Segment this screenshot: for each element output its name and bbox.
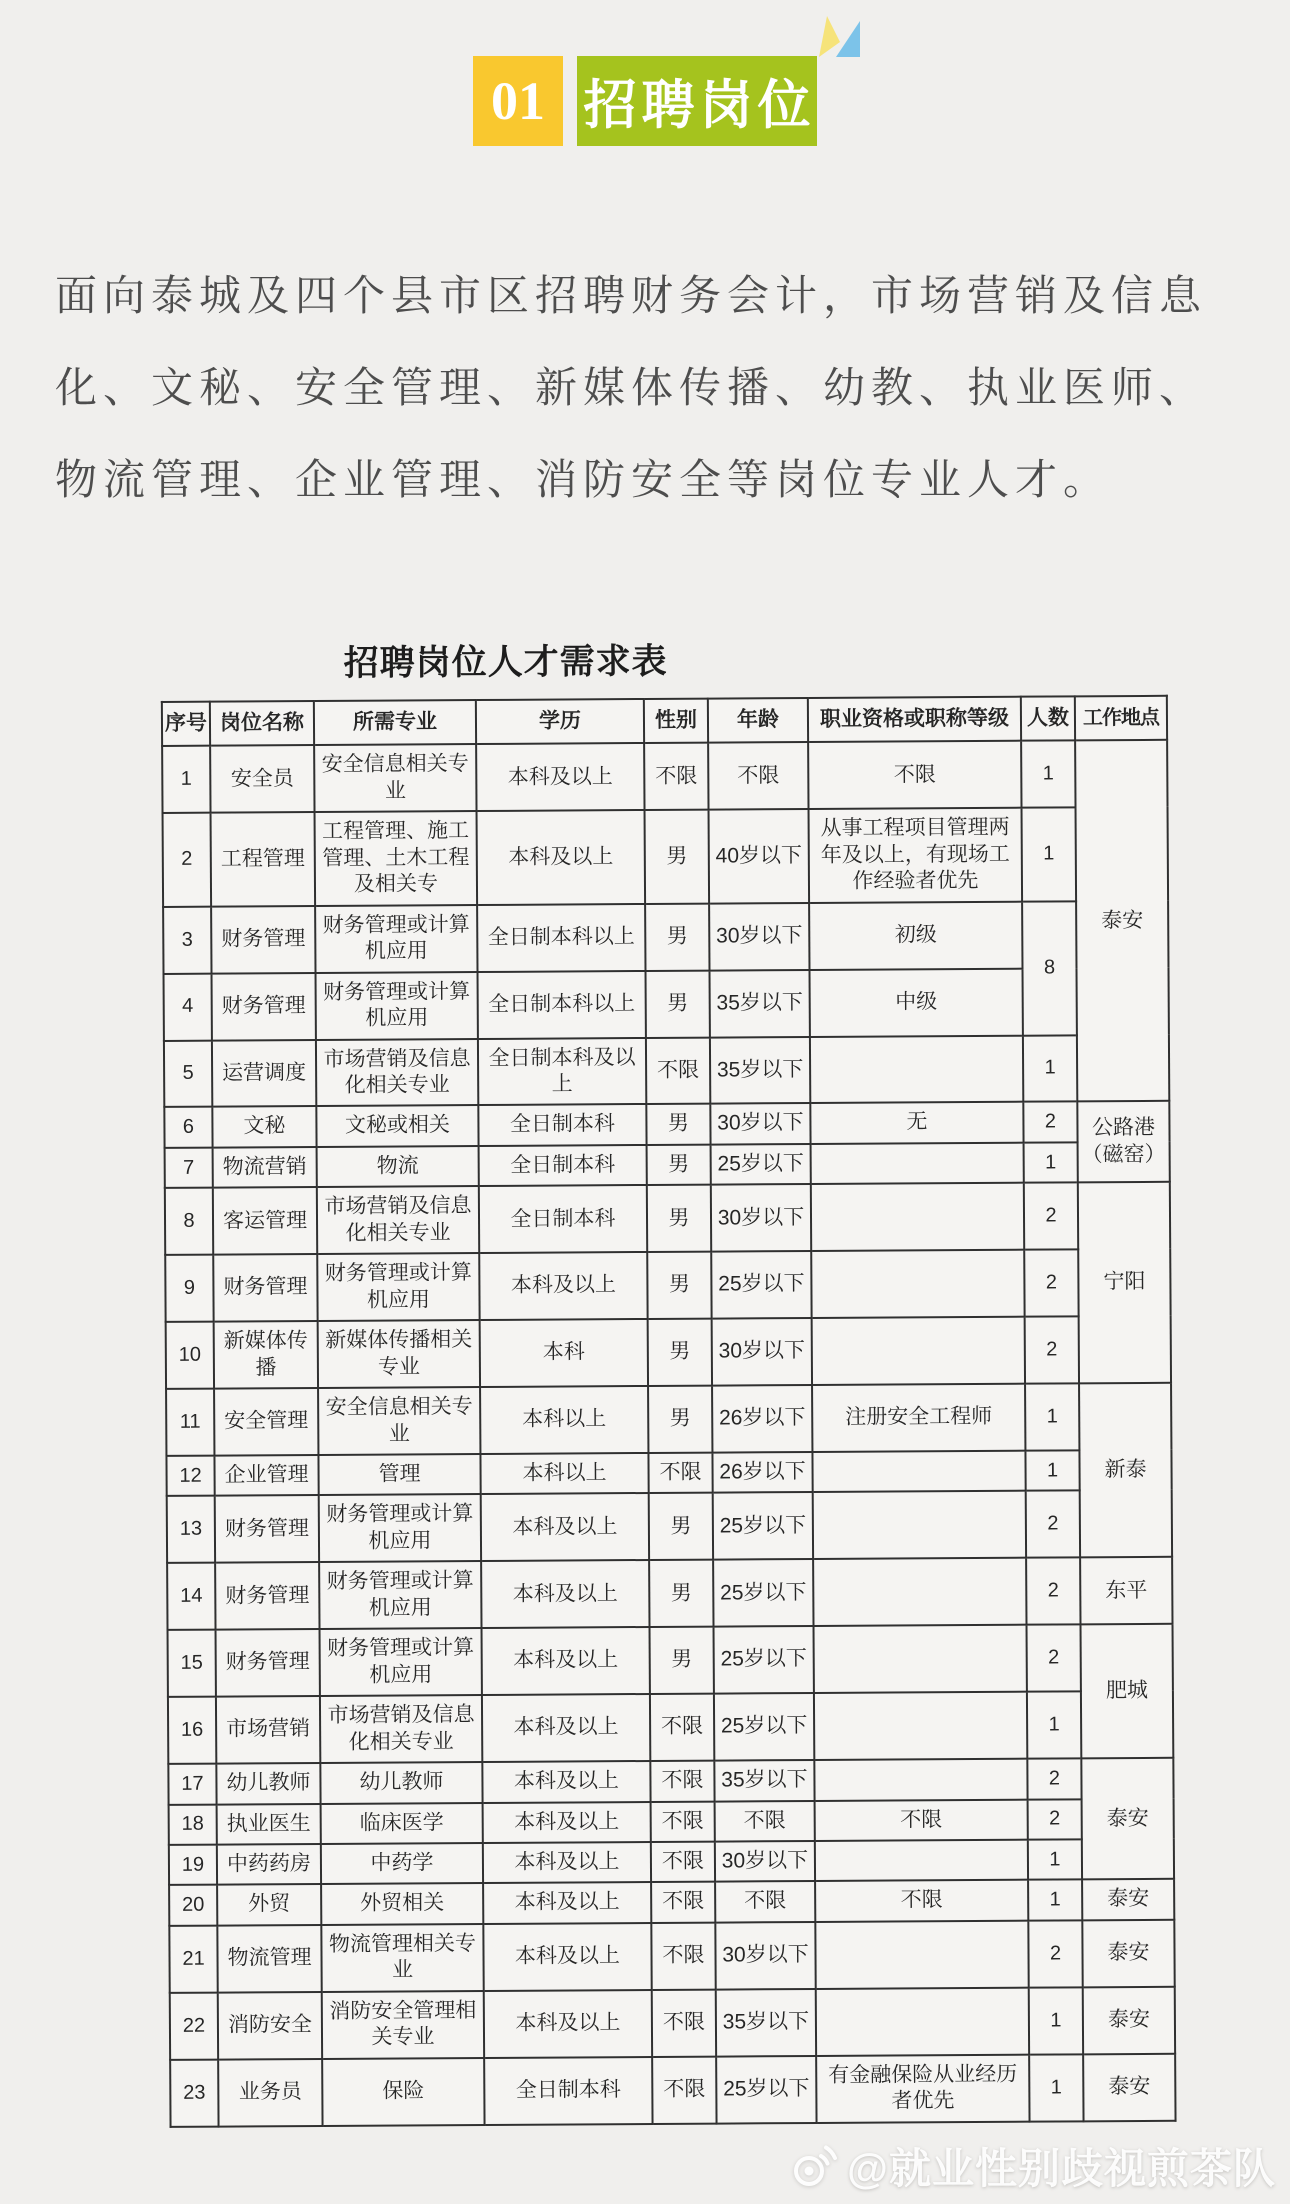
cell-position: 幼儿教师 xyxy=(216,1763,320,1804)
cell-count: 1 xyxy=(1021,741,1075,808)
cell-major: 物流 xyxy=(317,1146,479,1187)
cell-education: 本科及以上 xyxy=(483,1842,651,1883)
cell-index: 1 xyxy=(162,746,210,813)
cell-qualification: 不限 xyxy=(815,1799,1028,1841)
cell-gender: 男 xyxy=(647,1252,711,1319)
cell-education: 本科及以上 xyxy=(483,1923,651,1991)
section-title-badge xyxy=(577,56,817,146)
cell-age: 25岁以下 xyxy=(713,1492,813,1560)
cell-count: 1 xyxy=(1024,1142,1078,1183)
cell-position: 中药药房 xyxy=(217,1844,321,1885)
cell-count: 1 xyxy=(1023,1035,1077,1102)
cell-qualification xyxy=(816,1987,1029,2055)
cell-count: 2 xyxy=(1026,1558,1080,1625)
cell-gender: 不限 xyxy=(651,1801,715,1842)
cell-index: 7 xyxy=(165,1148,213,1189)
table-row xyxy=(168,1758,1173,1805)
cell-age: 25岁以下 xyxy=(714,1693,814,1761)
intro-line: 物流管理、企业管理、消防安全等岗位专业人才。 xyxy=(55,456,1112,503)
cell-position: 财务管理 xyxy=(215,1495,319,1563)
cell-position: 财务管理 xyxy=(216,1629,320,1697)
table-row xyxy=(170,1987,1175,2060)
cell-position: 财务管理 xyxy=(215,1562,319,1630)
cell-count: 1 xyxy=(1029,1987,1083,2054)
cell-qualification xyxy=(814,1625,1027,1693)
cell-age: 30岁以下 xyxy=(711,1184,811,1252)
col-header-location: 工作地点 xyxy=(1075,696,1167,741)
cell-count: 2 xyxy=(1028,1920,1082,1987)
cell-location: 泰安 xyxy=(1081,1758,1174,1880)
cell-count: 1 xyxy=(1028,1839,1082,1880)
cell-education: 本科 xyxy=(480,1319,648,1387)
cell-education: 本科及以上 xyxy=(482,1694,650,1762)
cell-index: 6 xyxy=(164,1107,212,1148)
cell-gender: 不限 xyxy=(650,1694,714,1761)
table-row xyxy=(168,1624,1173,1697)
cell-age: 26岁以下 xyxy=(712,1385,812,1453)
table-row xyxy=(169,1798,1174,1845)
cell-age: 35岁以下 xyxy=(710,1037,810,1105)
cell-education: 本科及以上 xyxy=(476,743,644,811)
cell-index: 3 xyxy=(163,906,211,973)
cell-location: 泰安 xyxy=(1082,1920,1174,1987)
cell-major: 文秘或相关 xyxy=(316,1105,478,1146)
cell-location: 东平 xyxy=(1080,1557,1172,1624)
cell-count: 1 xyxy=(1029,2054,1083,2121)
cell-age: 25岁以下 xyxy=(711,1251,811,1319)
cell-count: 2 xyxy=(1024,1183,1078,1250)
cell-gender: 不限 xyxy=(651,1842,715,1883)
cell-education: 本科及以上 xyxy=(483,1882,651,1923)
cell-gender: 男 xyxy=(646,1104,710,1145)
cell-gender: 男 xyxy=(649,1493,713,1560)
cell-gender: 不限 xyxy=(646,1037,710,1104)
cell-position: 客运管理 xyxy=(213,1187,317,1255)
cell-major: 幼儿教师 xyxy=(320,1762,482,1803)
cell-location: 宁阳 xyxy=(1078,1182,1171,1383)
cell-position: 消防安全 xyxy=(218,1992,322,2060)
col-header-index: 序号 xyxy=(162,702,210,747)
cell-count: 1 xyxy=(1028,1880,1082,1921)
cell-qualification xyxy=(815,1840,1028,1882)
cell-gender: 不限 xyxy=(652,2056,716,2123)
cell-age: 30岁以下 xyxy=(710,1103,810,1144)
cell-count: 8 xyxy=(1022,901,1077,1035)
cell-qualification xyxy=(814,1759,1027,1801)
table-row xyxy=(165,1182,1170,1255)
cell-index: 9 xyxy=(165,1255,213,1322)
table-row xyxy=(164,1034,1169,1107)
cell-qualification: 初级 xyxy=(809,901,1022,969)
cell-qualification xyxy=(810,1035,1023,1103)
cell-age: 35岁以下 xyxy=(716,1989,816,2057)
cell-major: 财务管理或计算机应用 xyxy=(319,1494,481,1562)
cell-location: 新泰 xyxy=(1079,1383,1172,1558)
cell-age: 30岁以下 xyxy=(715,1841,815,1882)
cell-gender: 男 xyxy=(645,810,710,904)
cell-age: 35岁以下 xyxy=(714,1760,814,1801)
cell-index: 17 xyxy=(168,1764,216,1805)
cell-index: 16 xyxy=(168,1697,216,1764)
cell-index: 15 xyxy=(168,1630,216,1697)
table-row xyxy=(162,740,1167,813)
intro-line: 面向泰城及四个县市区招聘财务会计，市场营销及信息 xyxy=(55,272,1208,319)
cell-qualification xyxy=(812,1317,1025,1385)
cell-gender: 男 xyxy=(649,1560,713,1627)
table-row xyxy=(164,967,1169,1040)
section-number-badge: 01 xyxy=(473,56,563,146)
col-header-education: 学历 xyxy=(476,699,644,744)
cell-education: 全日制本科 xyxy=(479,1145,647,1186)
cell-gender: 男 xyxy=(646,970,710,1037)
cell-count: 2 xyxy=(1027,1625,1081,1692)
cell-gender: 不限 xyxy=(651,1922,715,1989)
table-row xyxy=(165,1142,1170,1189)
cell-index: 2 xyxy=(163,813,212,907)
cell-qualification xyxy=(812,1451,1025,1493)
cell-major: 市场营销及信息化相关专业 xyxy=(320,1695,482,1763)
table-row xyxy=(169,1879,1174,1926)
cell-gender: 不限 xyxy=(648,1453,712,1494)
cell-education: 本科及以上 xyxy=(481,1493,649,1561)
cell-qualification xyxy=(815,1921,1028,1989)
cell-major: 物流管理相关专业 xyxy=(321,1924,483,1992)
cell-qualification xyxy=(813,1491,1026,1559)
cell-qualification: 无 xyxy=(810,1102,1023,1144)
cell-education: 全日制本科以上 xyxy=(477,904,645,972)
recruitment-table xyxy=(161,695,1177,2128)
cell-gender: 男 xyxy=(647,1144,711,1185)
cell-location: 泰安 xyxy=(1083,1987,1175,2054)
col-header-major: 所需专业 xyxy=(314,700,476,745)
cell-position: 工程管理 xyxy=(211,812,316,906)
table-header-row xyxy=(162,696,1167,747)
cell-major: 财务管理或计算机应用 xyxy=(317,1253,479,1321)
weibo-icon xyxy=(791,2142,839,2190)
cell-gender: 不限 xyxy=(651,1882,715,1923)
cell-position: 文秘 xyxy=(212,1106,316,1147)
table-row xyxy=(166,1450,1171,1497)
cell-count: 2 xyxy=(1026,1491,1080,1558)
table-row xyxy=(166,1316,1171,1389)
cell-qualification xyxy=(813,1558,1026,1626)
cell-gender: 不限 xyxy=(650,1761,714,1802)
cell-education: 全日制本科 xyxy=(478,1104,646,1145)
cell-index: 4 xyxy=(164,973,212,1040)
cell-education: 本科以上 xyxy=(480,1386,648,1454)
table-row xyxy=(170,2053,1175,2126)
cell-index: 21 xyxy=(169,1925,217,1992)
cell-major: 市场营销及信息化相关专业 xyxy=(317,1186,479,1254)
cell-position: 外贸 xyxy=(217,1884,321,1925)
cell-age: 25岁以下 xyxy=(714,1626,814,1694)
cell-major: 财务管理或计算机应用 xyxy=(319,1561,481,1629)
cell-count: 1 xyxy=(1022,808,1077,902)
cell-education: 全日制本科 xyxy=(484,2057,652,2125)
cell-education: 本科及以上 xyxy=(482,1627,650,1695)
cell-gender: 不限 xyxy=(644,743,708,810)
cell-position: 安全员 xyxy=(210,745,314,813)
section-title-label: 招聘岗位 xyxy=(583,76,816,135)
cell-qualification: 有金融保险从业经历者优先 xyxy=(816,2054,1029,2122)
cell-position: 财务管理 xyxy=(212,973,316,1041)
cell-education: 本科及以上 xyxy=(477,810,646,904)
cell-age: 30岁以下 xyxy=(715,1922,815,1990)
cell-qualification xyxy=(814,1692,1027,1760)
cell-index: 14 xyxy=(167,1563,215,1630)
table-row xyxy=(164,1101,1169,1148)
cell-position: 新媒体传播 xyxy=(214,1321,318,1389)
cell-position: 业务员 xyxy=(218,2059,322,2127)
cell-count: 1 xyxy=(1025,1383,1079,1450)
cell-count: 2 xyxy=(1027,1758,1081,1799)
cell-gender: 男 xyxy=(647,1185,711,1252)
cell-index: 20 xyxy=(169,1885,217,1926)
cell-position: 安全管理 xyxy=(214,1388,318,1456)
cell-age: 40岁以下 xyxy=(709,809,810,903)
cell-major: 临床医学 xyxy=(321,1803,483,1844)
cell-position: 财务管理 xyxy=(211,906,315,974)
cell-qualification: 从事工程项目管理两年及以上，有现场工作经验者优先 xyxy=(809,808,1023,903)
cell-education: 本科以上 xyxy=(480,1453,648,1494)
cell-major: 安全信息相关专业 xyxy=(318,1387,480,1455)
cell-major: 保险 xyxy=(322,2058,484,2126)
cell-education: 全日制本科及以上 xyxy=(478,1038,646,1106)
cell-position: 运营调度 xyxy=(212,1040,316,1108)
table-row xyxy=(167,1557,1172,1630)
cell-count: 2 xyxy=(1023,1102,1077,1143)
intro-paragraph xyxy=(55,250,1240,526)
cell-gender: 不限 xyxy=(652,1989,716,2056)
cell-position: 财务管理 xyxy=(213,1254,317,1322)
cell-age: 25岁以下 xyxy=(713,1559,813,1627)
table-title: 招聘岗位人才需求表 xyxy=(343,641,668,683)
cell-location: 泰安 xyxy=(1075,740,1169,1102)
cell-gender: 男 xyxy=(648,1386,712,1453)
cell-count: 2 xyxy=(1028,1799,1082,1840)
cell-qualification: 不限 xyxy=(808,741,1021,809)
table-row xyxy=(166,1383,1171,1456)
cell-age: 不限 xyxy=(715,1800,815,1841)
cell-age: 30岁以下 xyxy=(709,903,809,971)
cell-position: 执业医生 xyxy=(217,1803,321,1844)
table-row xyxy=(165,1249,1170,1322)
cell-major: 新媒体传播相关专业 xyxy=(318,1320,480,1388)
requirements-sheet xyxy=(0,630,1290,2128)
cell-location: 泰安 xyxy=(1082,1879,1174,1920)
cell-index: 10 xyxy=(166,1322,214,1389)
cell-index: 11 xyxy=(166,1389,214,1456)
cell-index: 18 xyxy=(169,1804,217,1845)
col-header-gender: 性别 xyxy=(644,699,708,744)
corner-triangles-icon xyxy=(816,13,862,59)
cell-age: 26岁以下 xyxy=(712,1452,812,1493)
cell-major: 管理 xyxy=(318,1454,480,1495)
cell-location: 公路港（磁窑） xyxy=(1077,1101,1169,1182)
table-row xyxy=(169,1920,1174,1993)
cell-count: 1 xyxy=(1027,1691,1081,1758)
cell-education: 本科及以上 xyxy=(479,1252,647,1320)
cell-qualification xyxy=(811,1183,1024,1251)
cell-education: 本科及以上 xyxy=(482,1761,650,1802)
cell-major: 中药学 xyxy=(321,1843,483,1884)
cell-position: 市场营销 xyxy=(216,1696,320,1764)
cell-index: 12 xyxy=(166,1456,214,1497)
col-header-age: 年龄 xyxy=(708,698,808,743)
cell-age: 35岁以下 xyxy=(710,970,810,1038)
col-header-count: 人数 xyxy=(1021,696,1075,741)
cell-major: 财务管理或计算机应用 xyxy=(315,905,477,973)
cell-location: 肥城 xyxy=(1081,1624,1174,1758)
cell-age: 25岁以下 xyxy=(716,2056,816,2124)
cell-qualification xyxy=(811,1250,1024,1318)
table-row xyxy=(169,1839,1174,1886)
cell-index: 23 xyxy=(170,2059,218,2126)
intro-line: 化、文秘、安全管理、新媒体传播、幼教、执业医师、 xyxy=(55,364,1208,411)
table-row xyxy=(168,1691,1173,1764)
cell-qualification: 注册安全工程师 xyxy=(812,1384,1025,1452)
cell-major: 财务管理或计算机应用 xyxy=(316,972,478,1040)
cell-count: 1 xyxy=(1025,1450,1079,1491)
table-row xyxy=(163,807,1169,906)
cell-education: 全日制本科 xyxy=(479,1185,647,1253)
cell-age: 30岁以下 xyxy=(712,1318,812,1386)
col-header-qualification: 职业资格或职称等级 xyxy=(808,697,1021,743)
cell-position: 企业管理 xyxy=(214,1455,318,1496)
cell-education: 本科及以上 xyxy=(483,1801,651,1842)
cell-qualification xyxy=(811,1143,1024,1185)
section-header xyxy=(0,0,1290,146)
table-row xyxy=(167,1490,1172,1563)
cell-major: 外贸相关 xyxy=(321,1883,483,1924)
cell-position: 物流管理 xyxy=(217,1925,321,1993)
cell-count: 2 xyxy=(1025,1317,1079,1384)
cell-major: 消防安全管理相关专业 xyxy=(322,1991,484,2059)
cell-education: 全日制本科以上 xyxy=(478,971,646,1039)
table-row xyxy=(163,901,1168,974)
col-header-position: 岗位名称 xyxy=(210,701,314,746)
cell-gender: 男 xyxy=(648,1319,712,1386)
cell-count: 2 xyxy=(1024,1250,1078,1317)
cell-major: 工程管理、施工管理、土木工程及相关专 xyxy=(315,811,478,905)
cell-gender: 男 xyxy=(650,1627,714,1694)
cell-age: 25岁以下 xyxy=(711,1144,811,1185)
cell-index: 13 xyxy=(167,1496,215,1563)
watermark xyxy=(791,2136,1276,2196)
cell-major: 安全信息相关专业 xyxy=(314,744,476,812)
cell-qualification: 不限 xyxy=(815,1880,1028,1922)
watermark-handle: @就业性别歧视煎茶队 xyxy=(847,2145,1276,2192)
cell-location: 泰安 xyxy=(1083,2053,1175,2120)
cell-index: 19 xyxy=(169,1845,217,1886)
cell-position: 物流营销 xyxy=(213,1147,317,1188)
cell-age: 不限 xyxy=(708,742,808,810)
cell-education: 本科及以上 xyxy=(484,1990,652,2058)
cell-index: 8 xyxy=(165,1188,213,1255)
cell-gender: 男 xyxy=(645,903,709,970)
cell-education: 本科及以上 xyxy=(481,1560,649,1628)
cell-index: 22 xyxy=(170,1992,218,2059)
cell-major: 财务管理或计算机应用 xyxy=(320,1628,482,1696)
cell-age: 不限 xyxy=(715,1881,815,1922)
cell-qualification: 中级 xyxy=(810,968,1023,1036)
cell-major: 市场营销及信息化相关专业 xyxy=(316,1039,478,1107)
cell-index: 5 xyxy=(164,1040,212,1107)
